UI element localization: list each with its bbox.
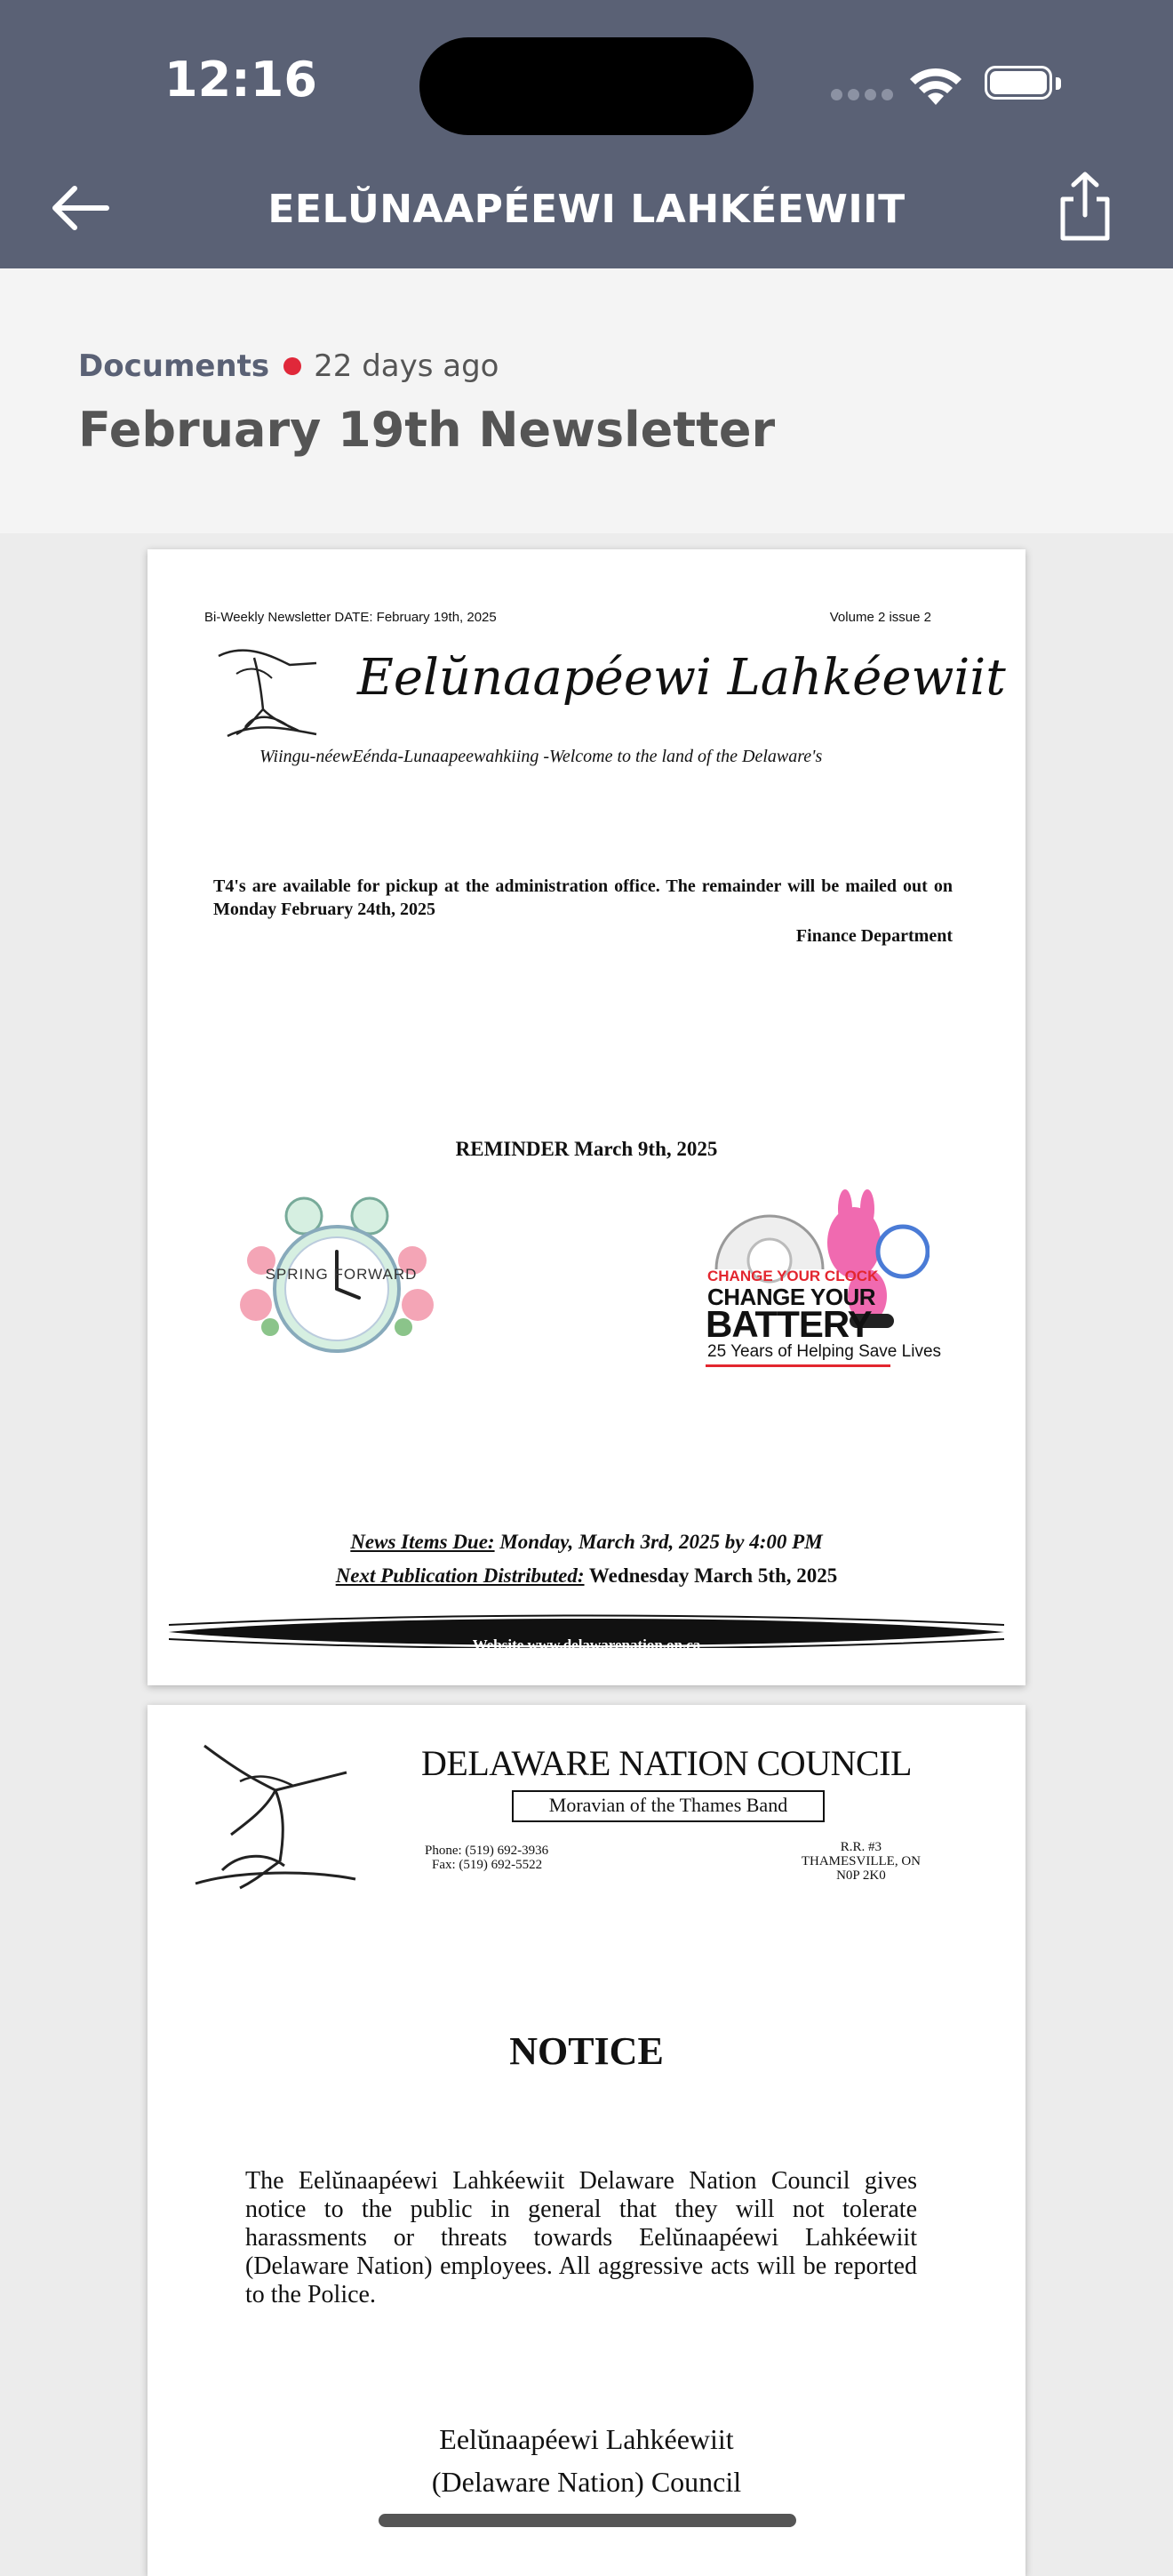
fax-number: Fax: (519) 692-5522 bbox=[432, 1858, 543, 1872]
reminder-heading: REMINDER March 9th, 2025 bbox=[455, 1138, 718, 1160]
spring-forward-clock bbox=[235, 1189, 448, 1412]
newsletter-volume: Volume 2 issue 2 bbox=[829, 610, 931, 625]
mailing-address bbox=[802, 1840, 921, 1883]
t4-notice: T4's are available for pickup at the administration office. The remainder will be mailed out on Monday February 24th, 2025 bbox=[213, 876, 953, 919]
signature-line-2: (Delaware Nation) Council bbox=[431, 2466, 742, 2498]
category-link[interactable]: Documents bbox=[78, 348, 270, 384]
bird-logo-icon bbox=[210, 638, 325, 745]
news-due-value: Monday, March 3rd, 2025 by 4:00 PM bbox=[499, 1531, 823, 1553]
news-due-label: News Items Due: bbox=[350, 1531, 495, 1553]
breadcrumb bbox=[78, 348, 499, 384]
wifi-icon bbox=[906, 64, 965, 108]
notice-body: The Eelŭnaapéewi Lahkéewiit Delaware Nation Council gives notice to the public in general that they will not tolerate harassments or threats towards Eelŭnaapéewi Lahkéewiit (Delaware Nation) employees. All aggressive acts will be reported to the Police. bbox=[245, 2167, 917, 2308]
battery-line4: 25 Years of Helping Save Lives bbox=[707, 1342, 942, 1361]
phone-number: Phone: (519) 692-3936 bbox=[425, 1844, 549, 1858]
next-publication bbox=[148, 1564, 1025, 1588]
pdf-page-1[interactable] bbox=[148, 549, 1025, 1685]
battery-icon bbox=[985, 66, 1061, 101]
battery-line2: CHANGE YOUR bbox=[707, 1284, 876, 1310]
document-meta bbox=[0, 268, 1173, 533]
next-pub-label: Next Publication Distributed: bbox=[335, 1564, 585, 1587]
bird-logo-icon bbox=[187, 1737, 364, 1897]
app-header bbox=[0, 0, 1173, 268]
dynamic-island bbox=[419, 37, 754, 135]
address-line-2: THAMESVILLE, ON bbox=[801, 1854, 921, 1868]
status-time: 12:16 bbox=[164, 52, 317, 108]
post-age: 22 days ago bbox=[314, 348, 499, 384]
notice-heading: NOTICE bbox=[509, 2029, 664, 2073]
battery-rule bbox=[706, 1364, 890, 1367]
website-link[interactable]: Website www.delawarenation.on.ca bbox=[472, 1636, 701, 1653]
address-line-1: R.R. #3 bbox=[840, 1840, 882, 1854]
contact-phone bbox=[425, 1844, 548, 1872]
finance-department: Finance Department bbox=[795, 926, 953, 946]
spring-forward-label: SPRING FORWARD bbox=[265, 1266, 418, 1283]
next-pub-value: Wednesday March 5th, 2025 bbox=[588, 1564, 838, 1587]
share-icon[interactable] bbox=[1052, 169, 1118, 244]
signal-icon bbox=[831, 89, 898, 105]
home-indicator[interactable] bbox=[379, 2514, 796, 2527]
screen-title: EELŬNAAPÉEWI LAHKÉEWIIT bbox=[267, 187, 906, 232]
newsletter-date: Bi-Weekly Newsletter DATE: February 19th, 2025 bbox=[204, 610, 497, 625]
pdf-page-2[interactable] bbox=[148, 1705, 1025, 2576]
news-items-due bbox=[148, 1531, 1025, 1554]
band-name: Moravian of the Thames Band bbox=[548, 1794, 788, 1816]
council-name: DELAWARE NATION COUNCIL bbox=[421, 1743, 912, 1783]
newsletter-brand: Eelŭnaapéewi Lahkéewiit bbox=[357, 649, 1006, 707]
battery-line3: BATTERY bbox=[706, 1303, 872, 1345]
newsletter-tagline: Wiingu-néewEénda-Lunaapeewahkiing -Welcome to the land of the Delaware's bbox=[259, 747, 823, 766]
document-title: February 19th Newsletter bbox=[78, 402, 776, 458]
signature-line-1: Eelŭnaapéewi Lahkéewiit bbox=[439, 2423, 734, 2455]
battery-line1: CHANGE YOUR CLOCK bbox=[707, 1268, 879, 1284]
status-dot bbox=[283, 357, 301, 375]
address-line-3: N0P 2K0 bbox=[836, 1868, 886, 1883]
